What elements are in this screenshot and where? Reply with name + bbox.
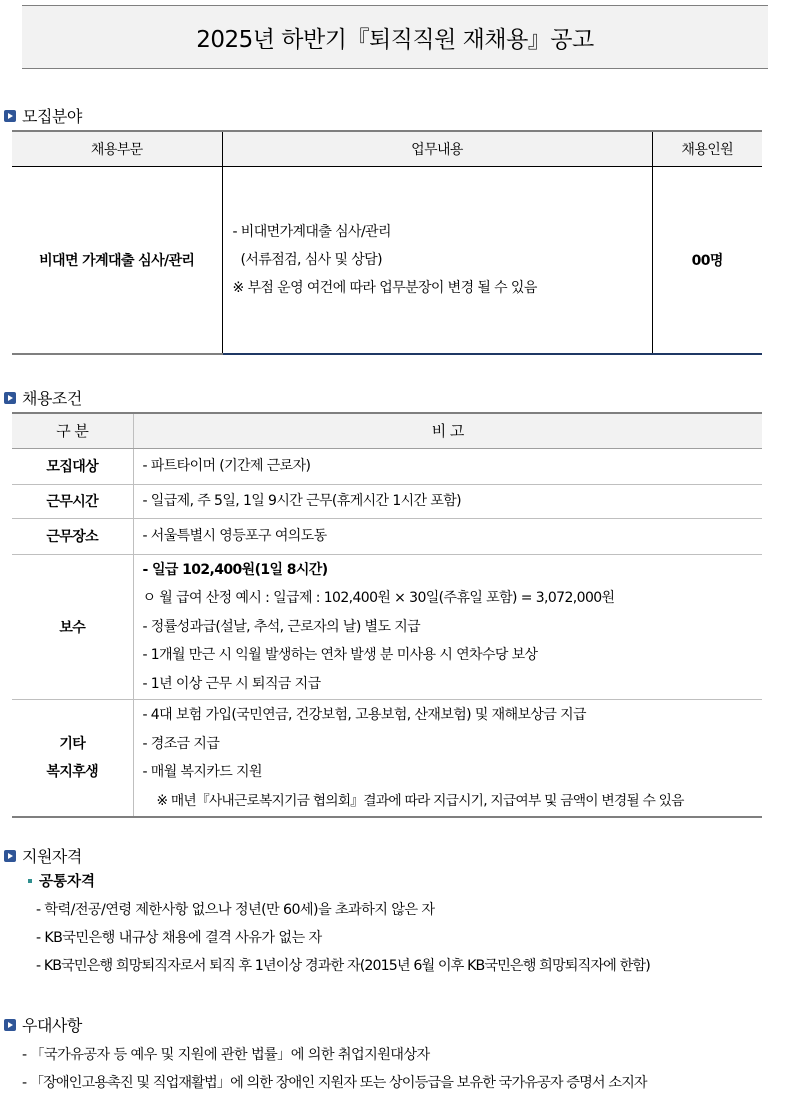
list-item: - 「국가유공자 등 예우 및 지원에 관한 법률」에 의한 취업지원대상자 — [22, 1047, 430, 1063]
qualification-list — [36, 896, 650, 980]
row-key: 근무장소 — [12, 518, 133, 554]
header-duties: 업무내용 — [222, 131, 652, 166]
subheading-common: 공통자격 — [28, 870, 95, 891]
header-headcount: 채용인원 — [652, 131, 762, 166]
division-cell: 비대면 가계대출 심사/관리 — [12, 166, 222, 354]
page-title: 2025년 하반기『퇴직직원 재채용』공고 — [22, 5, 768, 69]
list-item: - 「장애인고용촉진 및 직업재활법」에 의한 장애인 지원자 또는 상이등급을 보유한 국가유공자 증명서 소지자 — [22, 1075, 647, 1091]
header-remarks: 비 고 — [133, 413, 762, 448]
duties-cell: - 비대면가계대출 심사/관리 (서류점검, 심사 및 상담) ※ 부점 운영 여건에 따라 업무분장이 변경 될 수 있음 — [222, 166, 652, 354]
row-value: - 일급제, 주 5일, 1일 9시간 근무(휴게시간 1시간 포함) — [133, 484, 762, 518]
list-item: - KB국민은행 희망퇴직자로서 퇴직 후 1년이상 경과한 자(2015년 6월 이후 KB국민은행 희망퇴직자에 한함) — [36, 958, 650, 974]
header-division: 채용부문 — [12, 131, 222, 166]
section-heading-qualifications: 지원자격 — [4, 844, 82, 867]
section-heading-conditions: 채용조건 — [4, 386, 82, 409]
section-marker-icon — [4, 850, 16, 862]
conditions-table — [12, 412, 762, 818]
row-key: 보수 — [12, 554, 133, 700]
list-item: - KB국민은행 내규상 채용에 결격 사유가 없는 자 — [36, 930, 322, 946]
row-value: - 파트타이머 (기간제 근로자) — [133, 448, 762, 484]
row-key: 근무시간 — [12, 484, 133, 518]
headcount-cell: 00명 — [652, 166, 762, 354]
bullet-icon — [28, 879, 32, 883]
row-value: - 일급 102,400원(1일 8시간) ㅇ 월 급여 산정 예시 : 일급제 : 102,400원 × 30일(주휴일 포함) = 3,072,000원 - 정률성과급(설날, 추석, 근로자의 날) 별도 지급 - 1개월 만근 시 익월 발생하는 연차 발생 분 미사용 시 연차수당 보상 - 1년 이상 근무 시 퇴직금 지급 — [133, 554, 762, 700]
row-key: 모집대상 — [12, 448, 133, 484]
section-marker-icon — [4, 392, 16, 404]
list-item: - 학력/전공/연령 제한사항 없으나 정년(만 60세)을 초과하지 않은 자 — [36, 902, 435, 918]
preference-list — [22, 1041, 647, 1097]
section-heading-recruit-field: 모집분야 — [4, 104, 82, 127]
section-marker-icon — [4, 110, 16, 122]
row-key: 기타 복지후생 — [12, 700, 133, 818]
recruit-table — [12, 130, 762, 355]
section-marker-icon — [4, 1019, 16, 1031]
row-value: - 서울특별시 영등포구 여의도동 — [133, 518, 762, 554]
section-heading-preference: 우대사항 — [4, 1013, 82, 1036]
header-category: 구 분 — [12, 413, 133, 448]
row-value: - 4대 보험 가입(국민연금, 건강보험, 고용보험, 산재보험) 및 재해보상금 지급 - 경조금 지급 - 매월 복지카드 지원 ※ 매년『사내근로복지기금 협의회』결과에 따라 지급시기, 지급여부 및 금액이 변경될 수 있음 — [133, 700, 762, 818]
